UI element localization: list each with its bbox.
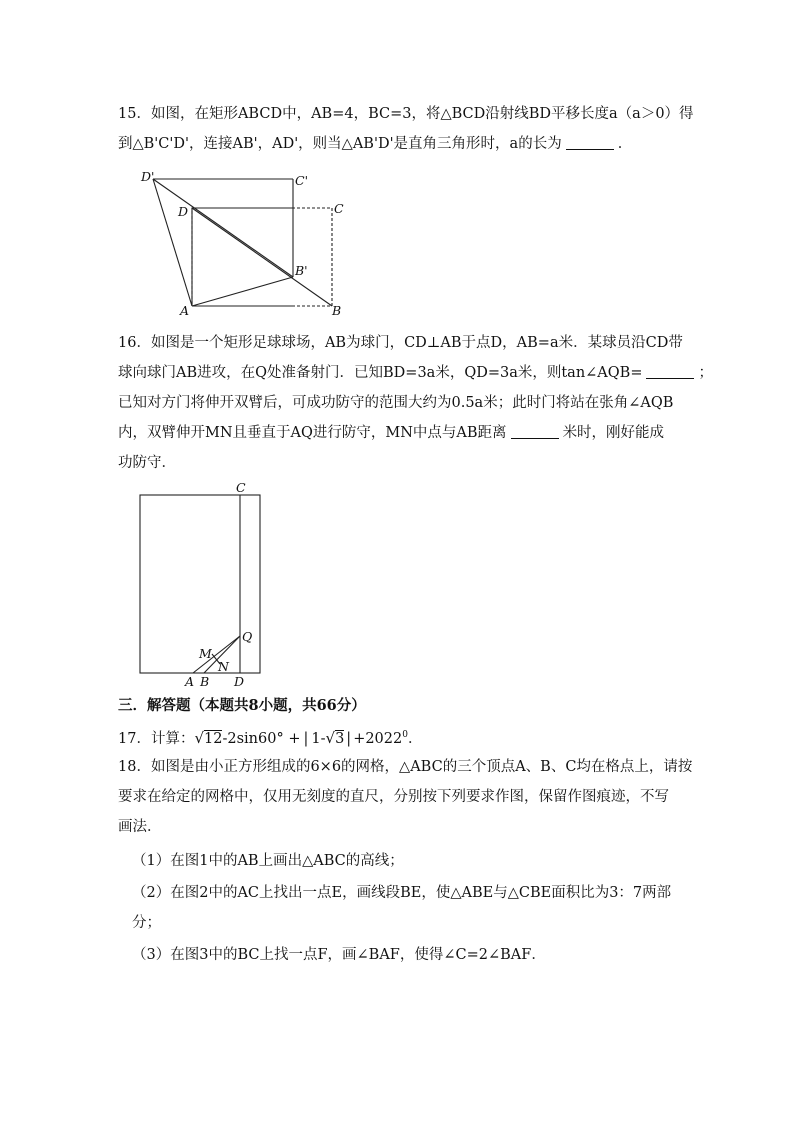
q15-line-2: [118, 134, 678, 154]
q17-exponent: 0: [402, 730, 408, 740]
label-D: D: [178, 204, 189, 219]
q15-text-2: 到△B'C'D'，连接AB'，AD'，则当△AB'D'是直角三角形时，a的长为: [118, 136, 562, 152]
q16-line-4: [118, 423, 678, 443]
q15-answer-blank[interactable]: [566, 149, 614, 150]
q17-mid: -2sin60° +: [222, 730, 301, 747]
q17-prefix: 17．计算：: [118, 730, 195, 747]
q18-sub-1: [132, 851, 692, 871]
q18-sub-2a: [132, 883, 692, 903]
label-A: A: [180, 303, 190, 318]
q16-text-3: 已知对方门将伸开双臂后，可成功防守的范围大约为0.5a米；此时门将站在张角∠AQB: [118, 395, 674, 411]
q18-text-3: 画法．: [118, 819, 162, 835]
label-N: N: [218, 659, 229, 674]
label-C: C: [236, 480, 246, 495]
q18-text-2: 要求在给定的网格中，仅用无刻度的直尺，分别按下列要求作图，保留作图痕迹，不写: [118, 789, 669, 805]
q18-text-1: 18．如图是由小正方形组成的6×6的网格，△ABC的三个顶点A、B、C均在格点上，请按: [118, 759, 693, 775]
q16-answer-blank-2[interactable]: [511, 438, 559, 439]
label-C1: C': [295, 173, 309, 188]
q17-tail: +2022: [353, 730, 403, 747]
q18-line-2: [118, 787, 678, 807]
label-C: C: [334, 201, 344, 216]
label-B: B: [200, 674, 210, 689]
q16-text-5: 功防守．: [118, 455, 176, 471]
q16-text-2: 球向球门AB进攻，在Q处准备射门．已知BD=3a米，QD=3a米，则tan∠AQB=: [118, 365, 643, 381]
label-Q: Q: [242, 629, 253, 644]
q16-line-1: [118, 333, 683, 353]
label-M: M: [199, 646, 212, 661]
q18-sub-3: [132, 945, 692, 965]
q16-semicolon: ；: [698, 365, 713, 381]
edge-D1B1: [153, 179, 293, 277]
q16-text-4b: 米时，刚好能成: [562, 425, 665, 441]
q17-abs-inner: 1-: [311, 730, 326, 747]
q16-figure: [132, 480, 272, 690]
q17-end: ．: [407, 730, 423, 747]
q15-figure: [140, 168, 360, 318]
q15-number: 15．: [118, 106, 151, 122]
q18-line-3: [118, 817, 678, 837]
q16-answer-blank-1[interactable]: [646, 378, 694, 379]
q16-text-4a: 内，双臂伸开MN且垂直于AQ进行防守，MN中点与AB距离: [118, 425, 507, 441]
edge-AB1: [192, 277, 293, 306]
q18-sub-2b-text: 分；: [132, 915, 161, 931]
diagonal-DB: [192, 208, 332, 306]
q17-radicand-3: 3: [335, 730, 345, 747]
q15-line-1: [118, 104, 694, 124]
q18-sub-2a-text: （2）在图2中的AC上找出一点E，画线段BE，使△ABE与△CBE面积比为3：7两部: [132, 885, 672, 901]
q16-line-2: [118, 363, 713, 383]
label-A: A: [185, 674, 195, 689]
label-B1: B': [295, 263, 308, 278]
section-3-title-text: 三．解答题（本题共8小题，共66分）: [118, 697, 366, 714]
q18-sub-2b: [132, 913, 692, 933]
q17-line: 17．计算：√12-2sin60° + | 1-√3 | $+2022^0$．: [118, 728, 423, 747]
q16-line-5: [118, 453, 678, 473]
q16-text-1: 16．如图是一个矩形足球球场，AB为球门，CD⊥AB于点D，AB=a米．某球员沿CD带: [118, 335, 683, 351]
q15-text-1: 如图，在矩形ABCD中，AB=4，BC=3，将△BCD沿射线BD平移长度a（a＞0）得: [150, 106, 694, 122]
q15-end: ．: [617, 136, 633, 152]
label-D: D: [234, 674, 245, 689]
edge-AD1: [153, 179, 192, 306]
q17-radicand-12: 12: [204, 730, 223, 747]
label-B: B: [332, 303, 342, 318]
q16-line-3: [118, 393, 678, 413]
q18-line-1: [118, 757, 693, 777]
q18-sub-1-text: （1）在图1中的AB上画出△ABC的高线；: [132, 853, 404, 869]
q18-sub-3-text: （3）在图3中的BC上找一点F，画∠BAF，使得∠C=2∠BAF．: [132, 947, 546, 963]
section-3-title: [118, 696, 678, 716]
label-D1: D': [141, 169, 155, 184]
